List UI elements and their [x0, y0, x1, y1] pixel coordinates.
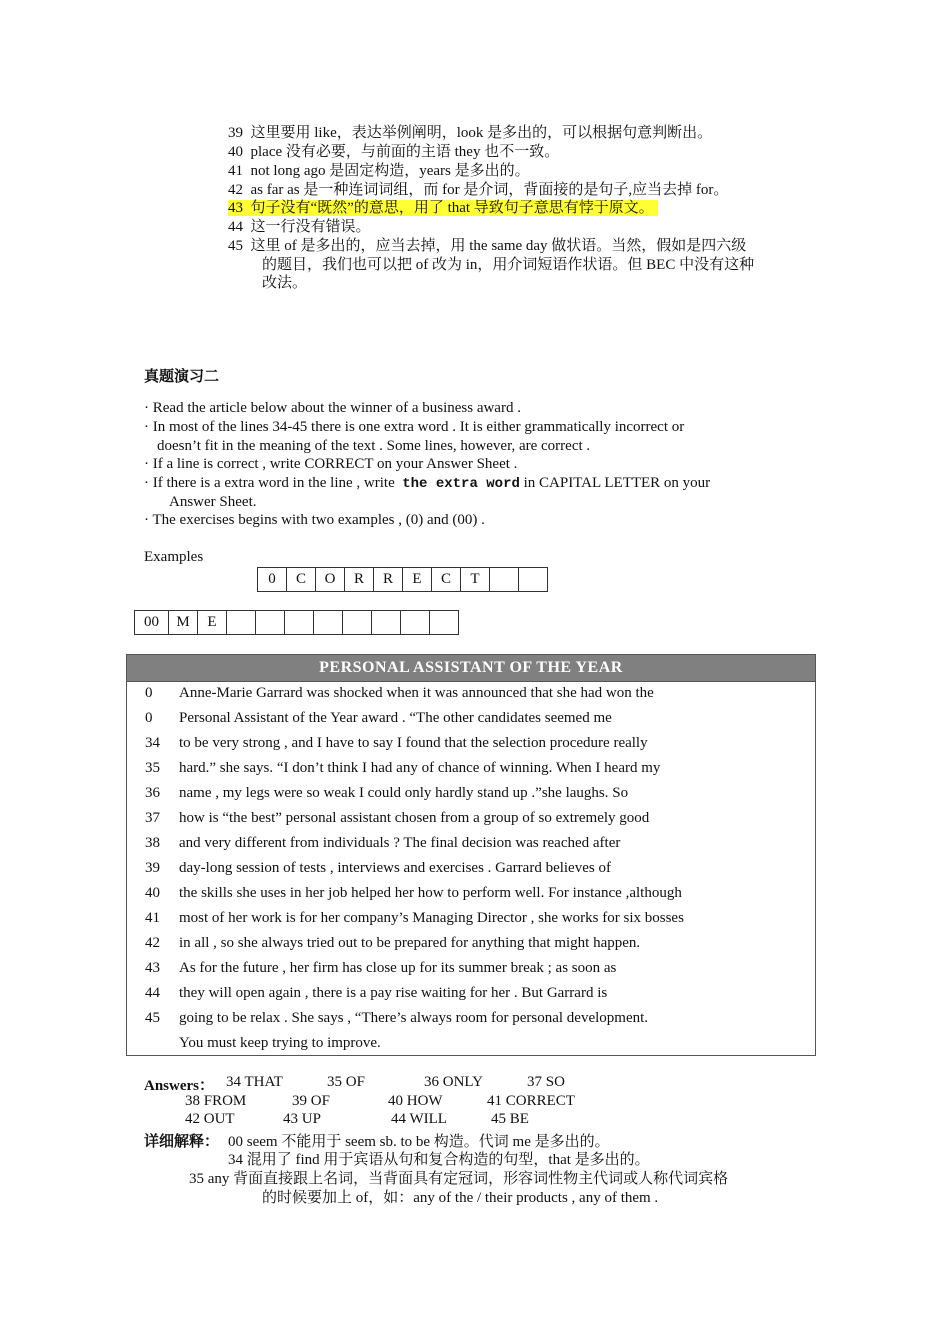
explanation-45: 45 这里 of 是多出的，应当去掉，用 the same day 做状语。当然，假如是四六级 [228, 238, 747, 254]
answer: 44 WILL [391, 1111, 447, 1127]
explanation-45-cont-1: 的题目，我们也可以把 of 改为 in，用介词短语作状语。但 BEC 中没有这种 [262, 257, 755, 273]
answer: 45 BE [491, 1111, 529, 1127]
example-box [256, 611, 285, 635]
examples-label: Examples [144, 549, 204, 565]
instruction-4: · If there is a extra word in the line , write the extra word in CAPITAL LETTER on your [144, 475, 711, 492]
explanation-44: 44 这一行没有错误。 [228, 219, 371, 235]
example-box [314, 611, 343, 635]
example-box: E [198, 611, 227, 635]
example-box: M [169, 611, 198, 635]
instruction-4-cont: Answer Sheet. [169, 494, 257, 510]
detail-35: 35 any 背面直接跟上名词，当背面具有定冠词，形容词性物主代词或人称代词宾格 [189, 1171, 729, 1187]
answer: 43 UP [283, 1111, 321, 1127]
example-extra-word-boxes [134, 610, 459, 635]
instruction-5: · The exercises begins with two examples , (0) and (00) . [144, 512, 485, 528]
detail-35-cont: 的时候要加上 of，如：any of the / their products , any of them . [262, 1190, 659, 1206]
extra-word-phrase: the extra word [402, 476, 520, 492]
section-title: 真题演习二 [144, 369, 220, 385]
explanation-42: 42 as far as 是一种连词词组，而 for 是介词，背面接的是句子,应当去掉 for。 [228, 182, 729, 198]
answer: 34 THAT [226, 1074, 283, 1090]
example-box: R [374, 568, 403, 592]
example-correct-boxes [257, 567, 548, 592]
details-label: 详细解释： [144, 1134, 220, 1150]
explanation-41: 41 not long ago 是固定构造，years 是多出的。 [228, 163, 530, 179]
explanation-45-cont-2: 改法。 [262, 275, 308, 291]
example-box [519, 568, 548, 592]
answer: 37 SO [527, 1074, 565, 1090]
example-box: R [345, 568, 374, 592]
answer: 40 HOW [388, 1093, 443, 1109]
example-box: 0 [258, 568, 287, 592]
example-box [430, 611, 459, 635]
explanation-43: 43 句子没有“既然”的意思，用了 that 导致句子意思有悖于原文。 [228, 199, 658, 217]
answer: 42 OUT [185, 1111, 235, 1127]
explanation-40: 40 place 没有必要，与前面的主语 they 也不一致。 [228, 144, 560, 160]
example-box [343, 611, 372, 635]
article-title: PERSONAL ASSISTANT OF THE YEAR [127, 655, 815, 682]
example-box: C [287, 568, 316, 592]
example-box [401, 611, 430, 635]
example-box [490, 568, 519, 592]
example-box: E [403, 568, 432, 592]
answer: 41 CORRECT [487, 1093, 575, 1109]
example-box [285, 611, 314, 635]
article-box: PERSONAL ASSISTANT OF THE YEAR 0 Anne-Marie Garrard was shocked when it was announced that she had won the 0 Personal Assistant of the Year award . “The other candidates seemed me 34 to be very strong , and I have to say I found that the selection procedure really 35 hard.” she says. “I don’t think I had any of chance of winning. When I heard my 36 name , my legs were so weak I could only hardly stand up .”she laughs. So 37 how is “the best” personal assistant chosen from a group of so extremely good 38 and very different from individuals ? The final decision was reached after 39 day-long session of tests , interviews and exercises . Garrard believes of 40 the skills she uses in her job helped her how to perform well. For instance ,although 41 most of her work is for her company’s Managing Director , she works for six bosses 42 in all , so she always tried out to be prepared for anything that might happen. 43 As for the future , her firm has close up for its summer break ; as soon as 44 they will open again , there is a pay rise waiting for her . But Garrard is 45 going to be relax . She says , “There’s always room for personal development. You must keep trying to improve. [126, 654, 816, 1056]
detail-00: 00 seem 不能用于 seem sb. to be 构造。代词 me 是多出的。 [228, 1134, 610, 1150]
instruction-3: · If a line is correct , write CORRECT on your Answer Sheet . [144, 456, 518, 472]
example-box: C [432, 568, 461, 592]
detail-34: 34 混用了 find 用于宾语从句和复合构造的句型，that 是多出的。 [228, 1152, 650, 1168]
instruction-2: · In most of the lines 34-45 there is one extra word . It is either grammatically incorrect or [144, 419, 685, 435]
explanation-39: 39 这里要用 like，表达举例阐明，look 是多出的，可以根据句意判断出。 [228, 125, 713, 141]
example-box: 00 [135, 611, 169, 635]
example-box: T [461, 568, 490, 592]
example-box [372, 611, 401, 635]
answer: 38 FROM [185, 1093, 247, 1109]
answer: 39 OF [292, 1093, 330, 1109]
answer: 35 OF [327, 1074, 365, 1090]
instruction-1: · Read the article below about the winner of a business award . [144, 400, 521, 416]
example-box [227, 611, 256, 635]
answers-label: Answers： [144, 1078, 214, 1094]
example-box: O [316, 568, 345, 592]
answer: 36 ONLY [424, 1074, 483, 1090]
instruction-2-cont: doesn’t fit in the meaning of the text . Some lines, however, are correct . [157, 438, 591, 454]
